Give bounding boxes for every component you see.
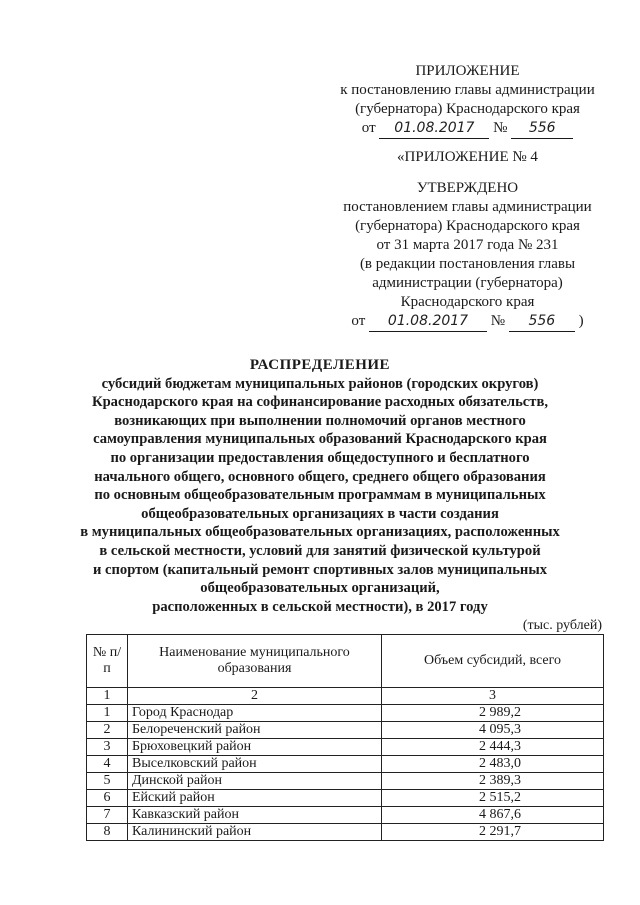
row-value: 4 095,3 [382,722,604,739]
table-row [87,739,604,756]
row-value: 2 444,3 [382,739,604,756]
table-row [87,773,604,790]
row-value: 2 389,3 [382,773,604,790]
row-value: 2 483,0 [382,756,604,773]
handwritten-number: 556 [511,119,573,139]
row-number: 7 [87,807,128,824]
row-name: Выселковский район [128,756,382,773]
handwritten-date-2: 01.08.2017 [369,312,487,332]
title-line: общеобразовательных организациях в части создания [141,505,499,522]
approved-line-2: (губернатора) Краснодарского края [355,218,580,234]
appendix-line-1: к постановлению главы администрации [340,82,595,98]
row-name: Брюховецкий район [128,739,382,756]
row-number: 3 [87,739,128,756]
col-header-value: Объем субсидий, всего [382,635,604,688]
col-number-3: 3 [382,688,604,705]
title-line: в муниципальных общеобразовательных организациях, расположенных [80,524,560,541]
row-name: Динской район [128,773,382,790]
number-sign-2: № [490,313,506,329]
subsidy-table [86,634,604,841]
row-name: Кавказский район [128,807,382,824]
title-line: в сельской местности, условий для занятий физической культурой [99,542,541,559]
title-line: начального общего, основного общего, среднего общего образования [94,468,546,485]
col-header-number: № п/п [87,635,128,688]
row-number: 5 [87,773,128,790]
appendix-header [330,62,605,139]
from-prefix-2: от [351,313,366,329]
row-value: 4 867,6 [382,807,604,824]
row-value: 2 291,7 [382,824,604,841]
col-number-2: 2 [128,688,382,705]
title-line: по основным общеобразовательным программам в муниципальных [94,487,546,504]
approved-line-1: постановлением главы администрации [343,199,592,215]
approved-title: УТВЕРЖДЕНО [416,180,519,196]
table-row [87,722,604,739]
row-name: Калининский район [128,824,382,841]
title-line: по организации предоставления общедоступного и бесплатного [110,449,530,466]
row-value: 2 989,2 [382,705,604,722]
closing-paren: ) [578,313,584,329]
row-name: Белореченский район [128,722,382,739]
row-number: 1 [87,705,128,722]
row-number: 4 [87,756,128,773]
table-row [87,756,604,773]
row-number: 8 [87,824,128,841]
title-line: Краснодарского края на софинансирование расходных обязательств, [91,394,548,411]
approved-line-5: администрации (губернатора) [372,275,563,291]
title-line: расположенных в сельской местности), в 2017 году [152,598,488,615]
appendix-line-2: (губернатора) Краснодарского края [355,101,580,117]
col-number-1: 1 [87,688,128,705]
title-line: и спортом (капитальный ремонт спортивных залов муниципальных [92,561,548,578]
column-numbers-row [87,688,604,705]
approved-date-line [330,312,605,332]
approved-line-6: Краснодарского края [400,294,535,310]
appendix-title: ПРИЛОЖЕНИЕ [415,63,520,79]
appendix-4-label [330,148,605,167]
approved-line-3: от 31 марта 2017 года № 231 [376,237,559,253]
row-value: 2 515,2 [382,790,604,807]
table-row [87,790,604,807]
from-prefix: от [361,120,376,136]
approved-block [330,179,605,332]
title-line: субсидий бюджетам муниципальных районов (городских округов) [101,375,539,392]
row-number: 2 [87,722,128,739]
handwritten-number-2: 556 [509,312,575,332]
units-label: (тыс. рублей) [522,618,602,633]
row-number: 6 [87,790,128,807]
title-line: возникающих при выполнении полномочий органов местного [114,412,526,429]
number-sign: № [493,120,508,136]
handwritten-date: 01.08.2017 [379,119,489,139]
title-line: самоуправления муниципальных образований Краснодарского края [93,431,547,448]
approved-line-4: (в редакции постановления главы [359,256,576,272]
table-header-row [87,635,604,688]
document-title [60,356,580,616]
table-row [87,705,604,722]
title-main: РАСПРЕДЕЛЕНИЕ [249,357,391,373]
row-name: Ейский район [128,790,382,807]
appendix-4-title: «ПРИЛОЖЕНИЕ № 4 [397,149,538,165]
col-header-name: Наименование муниципального образования [128,635,382,688]
row-name: Город Краснодар [128,705,382,722]
table-row [87,807,604,824]
table-row [87,824,604,841]
appendix-date-line [330,119,605,139]
title-line: общеобразовательных организаций, [200,580,440,597]
